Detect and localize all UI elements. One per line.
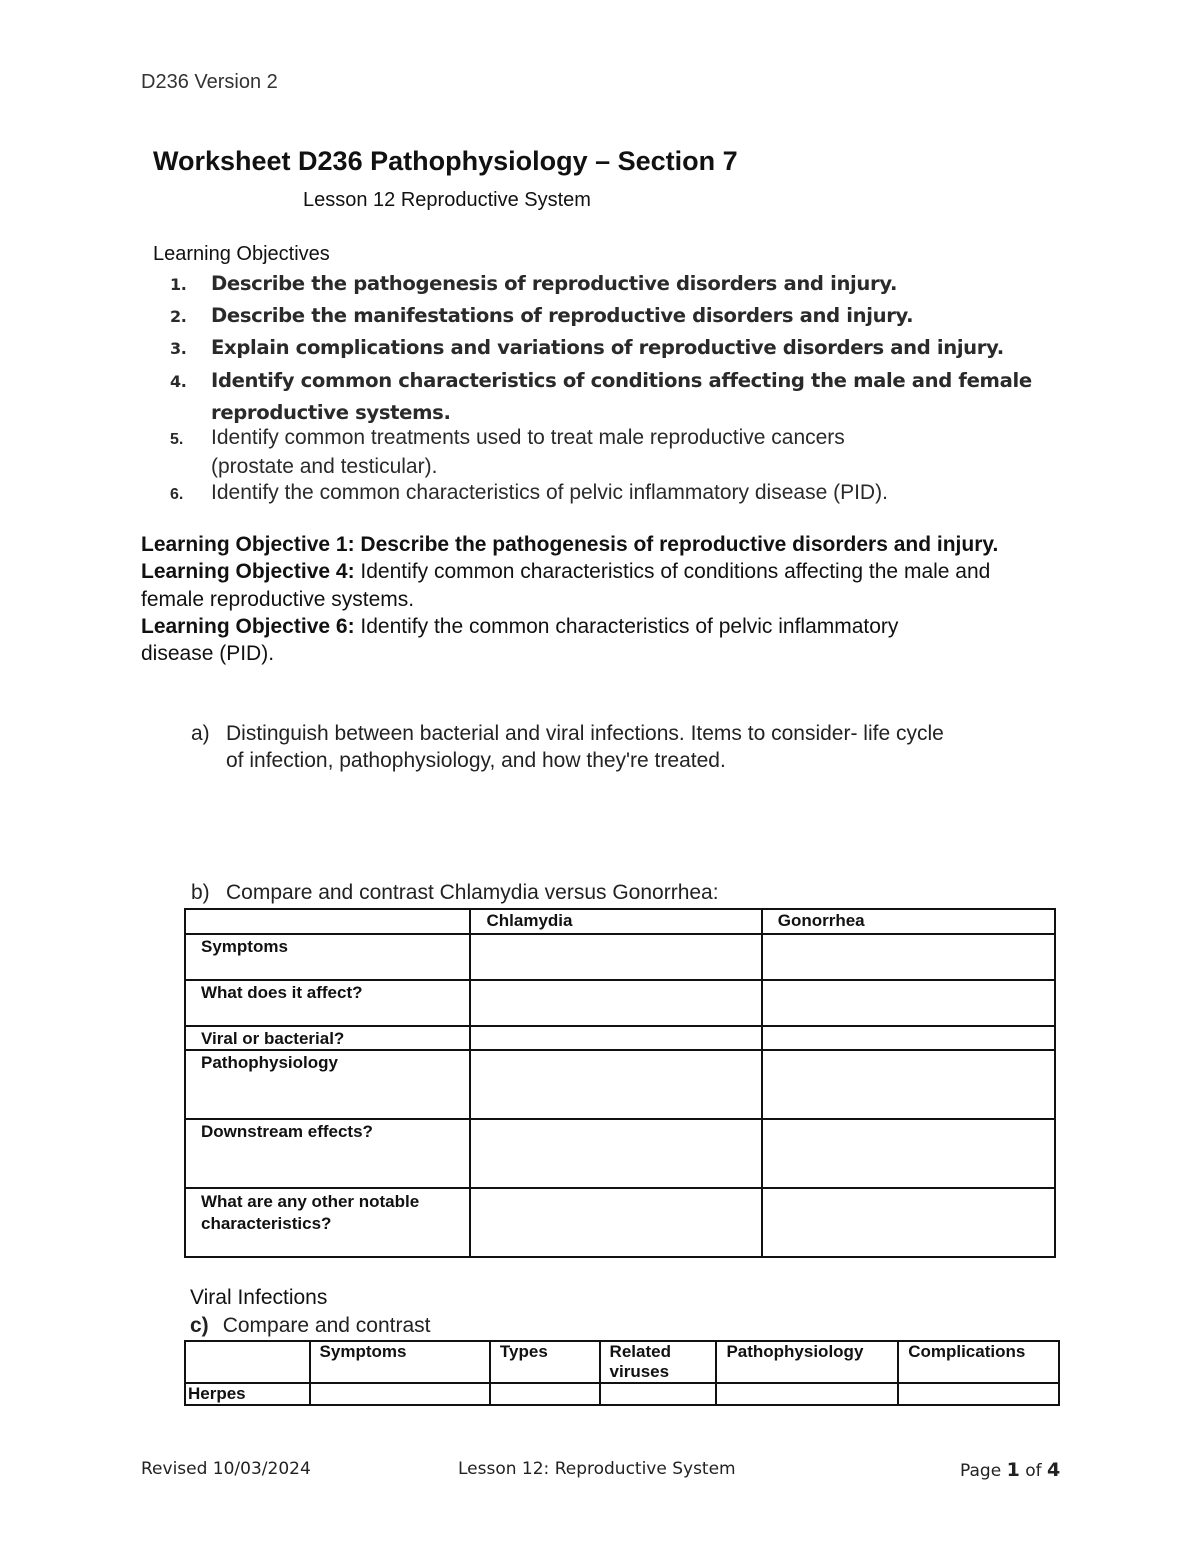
table-row xyxy=(185,1383,1059,1405)
row-label: What are any other notable characteristics? xyxy=(185,1188,470,1257)
answer-cell[interactable] xyxy=(762,1119,1055,1188)
footer-revised: Revised 10/03/2024 xyxy=(141,1459,311,1479)
table-row xyxy=(185,980,1055,1026)
page-title: Worksheet D236 Pathophysiology – Section 7 xyxy=(153,146,738,176)
table-header-cell: Complications xyxy=(898,1341,1059,1383)
answer-cell[interactable] xyxy=(762,1188,1055,1257)
document-header: D236 Version 2 xyxy=(141,71,278,93)
learning-objectives-heading: Learning Objectives xyxy=(153,243,330,265)
page-subtitle: Lesson 12 Reproductive System xyxy=(303,189,591,211)
table-header-row xyxy=(185,909,1055,934)
answer-cell[interactable] xyxy=(762,980,1055,1026)
row-label: Symptoms xyxy=(185,934,470,980)
table-header-cell: Symptoms xyxy=(310,1341,490,1383)
footer-lesson: Lesson 12: Reproductive System xyxy=(458,1459,736,1479)
table-header-cell: Related viruses xyxy=(600,1341,717,1383)
row-label: Herpes xyxy=(185,1383,310,1405)
row-label: Pathophysiology xyxy=(185,1050,470,1119)
objective-ref: Learning Objective 4: Identify common characteristics of conditions affecting the male and female reproductive systems. xyxy=(141,560,991,611)
table-row xyxy=(185,1026,1055,1050)
objective-item: 4. Identify common characteristics of conditions affecting the male and female reproductive systems. xyxy=(170,369,1032,424)
objective-item: 5. Identify common treatments used to treat male reproductive cancers (prostate and testicular). xyxy=(170,426,845,478)
answer-cell[interactable] xyxy=(490,1383,600,1405)
question-b: b) Compare and contrast Chlamydia versus Gonorrhea: xyxy=(191,881,719,904)
answer-cell[interactable] xyxy=(470,1050,761,1119)
objective-ref: Learning Objective 1: Describe the pathogenesis of reproductive disorders and injury. xyxy=(141,533,999,556)
answer-cell[interactable] xyxy=(762,1050,1055,1119)
answer-cell[interactable] xyxy=(470,1188,761,1257)
table-header-cell: Gonorrhea xyxy=(762,909,1055,934)
answer-cell[interactable] xyxy=(762,934,1055,980)
footer-page-number: Page 1 of 4 xyxy=(960,1459,1061,1481)
objective-item: 3. Explain complications and variations of reproductive disorders and injury. xyxy=(170,336,1004,359)
answer-cell[interactable] xyxy=(310,1383,490,1405)
objective-item: 1. Describe the pathogenesis of reproductive disorders and injury. xyxy=(170,272,898,295)
answer-cell[interactable] xyxy=(762,1026,1055,1050)
table-header-cell: Pathophysiology xyxy=(716,1341,898,1383)
question-a: a) Distinguish between bacterial and viral infections. Items to consider- life cycle of infection, pathophysiology, and how they're treated. xyxy=(191,722,944,772)
table-row xyxy=(185,934,1055,980)
answer-cell[interactable] xyxy=(898,1383,1059,1405)
table-row xyxy=(185,1188,1055,1257)
row-label: What does it affect? xyxy=(185,980,470,1026)
answer-cell[interactable] xyxy=(470,1026,761,1050)
question-c: c) Compare and contrast xyxy=(190,1314,431,1337)
table-header-row xyxy=(185,1341,1059,1383)
answer-cell[interactable] xyxy=(600,1383,717,1405)
table-header-cell: Types xyxy=(490,1341,600,1383)
viral-infections-heading: Viral Infections xyxy=(190,1286,328,1309)
objective-references xyxy=(141,531,1041,667)
table-row xyxy=(185,1119,1055,1188)
answer-cell[interactable] xyxy=(470,934,761,980)
answer-cell[interactable] xyxy=(470,980,761,1026)
chlamydia-gonorrhea-table xyxy=(184,908,1056,1258)
objective-item: 6. Identify the common characteristics of pelvic inflammatory disease (PID). xyxy=(170,481,888,504)
objective-item: 2. Describe the manifestations of reproductive disorders and injury. xyxy=(170,304,914,327)
answer-cell[interactable] xyxy=(716,1383,898,1405)
table-header-cell xyxy=(185,909,470,934)
viral-compare-table xyxy=(184,1340,1060,1406)
row-label: Downstream effects? xyxy=(185,1119,470,1188)
row-label: Viral or bacterial? xyxy=(185,1026,470,1050)
answer-cell[interactable] xyxy=(470,1119,761,1188)
table-header-cell: Chlamydia xyxy=(470,909,761,934)
table-header-cell xyxy=(185,1341,310,1383)
table-row xyxy=(185,1050,1055,1119)
objective-ref: Learning Objective 6: Identify the common characteristics of pelvic inflammatory disease (PID). xyxy=(141,614,899,666)
